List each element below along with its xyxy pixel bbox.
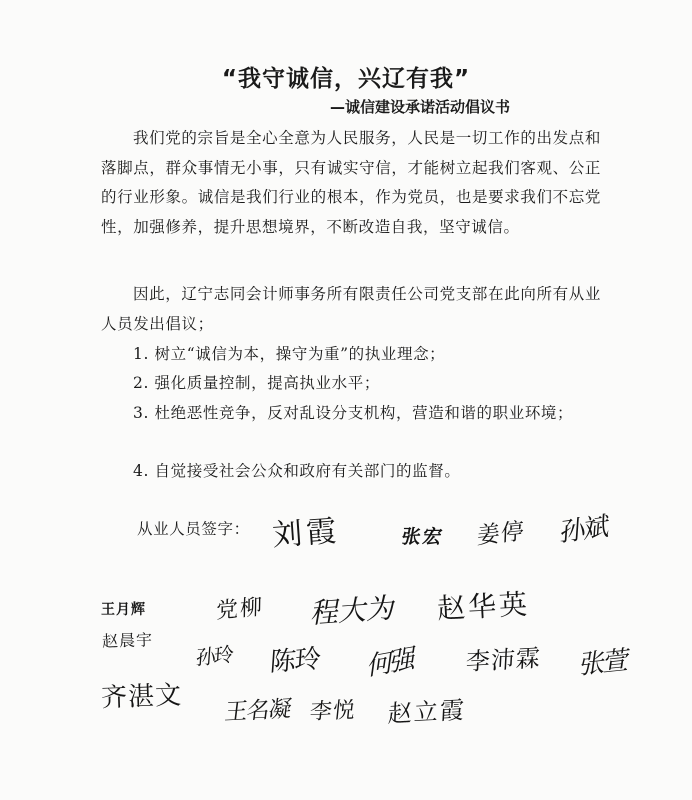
signature: 王月辉	[101, 602, 146, 618]
signature: 姜停	[476, 518, 526, 550]
signature: 何强	[365, 643, 416, 683]
list-item-3: 3. 杜绝恶性竞争，反对乱设分支机构，营造和谐的职业环境；	[133, 404, 574, 422]
signature: 李沛霖	[465, 643, 542, 677]
signature: 党柳	[215, 594, 265, 625]
document-subtitle: —诚信建设承诺活动倡议书	[330, 98, 511, 116]
signature: 孙斌	[558, 511, 609, 549]
paragraph-2: 因此，辽宁志同会计师事务所有限责任公司党支部在此向所有从业人员发出倡议；	[101, 285, 601, 333]
signature: 赵立霞	[387, 695, 467, 729]
signature: 李悦	[308, 698, 358, 725]
signature: 程大为	[308, 590, 399, 631]
signature: 赵华英	[436, 587, 531, 626]
paragraph-1: 我们党的宗旨是全心全意为人民服务，人民是一切工作的出发点和落脚点，群众事情无小事，只有诚实守信，才能树立起我们客观、公正的行业形象。诚信是我们行业的根本，作为党员，也是要求我们不忘党性，加强修养，提升思想境界，不断改造自我，坚守诚信。	[101, 129, 601, 236]
signature-label: 从业人员签字：	[137, 520, 250, 538]
list-item-1: 1. 树立“诚信为本，操守为重”的执业理念；	[133, 345, 446, 363]
list-item-4: 4. 自觉接受社会公众和政府有关部门的监督。	[133, 462, 461, 480]
signature: 赵晨宇	[101, 630, 154, 651]
signature: 刘霞	[271, 513, 342, 554]
signature: 王名凝	[223, 696, 293, 726]
signature: 张萱	[577, 645, 630, 681]
signature: 陈玲	[268, 644, 321, 678]
signature: 张宏	[399, 526, 446, 548]
document-title: “我守诚信，兴辽有我”	[221, 66, 471, 92]
signature: 孙玲	[195, 641, 233, 671]
signature: 齐湛文	[100, 680, 183, 714]
list-item-2: 2. 强化质量控制，提高执业水平；	[133, 374, 380, 392]
